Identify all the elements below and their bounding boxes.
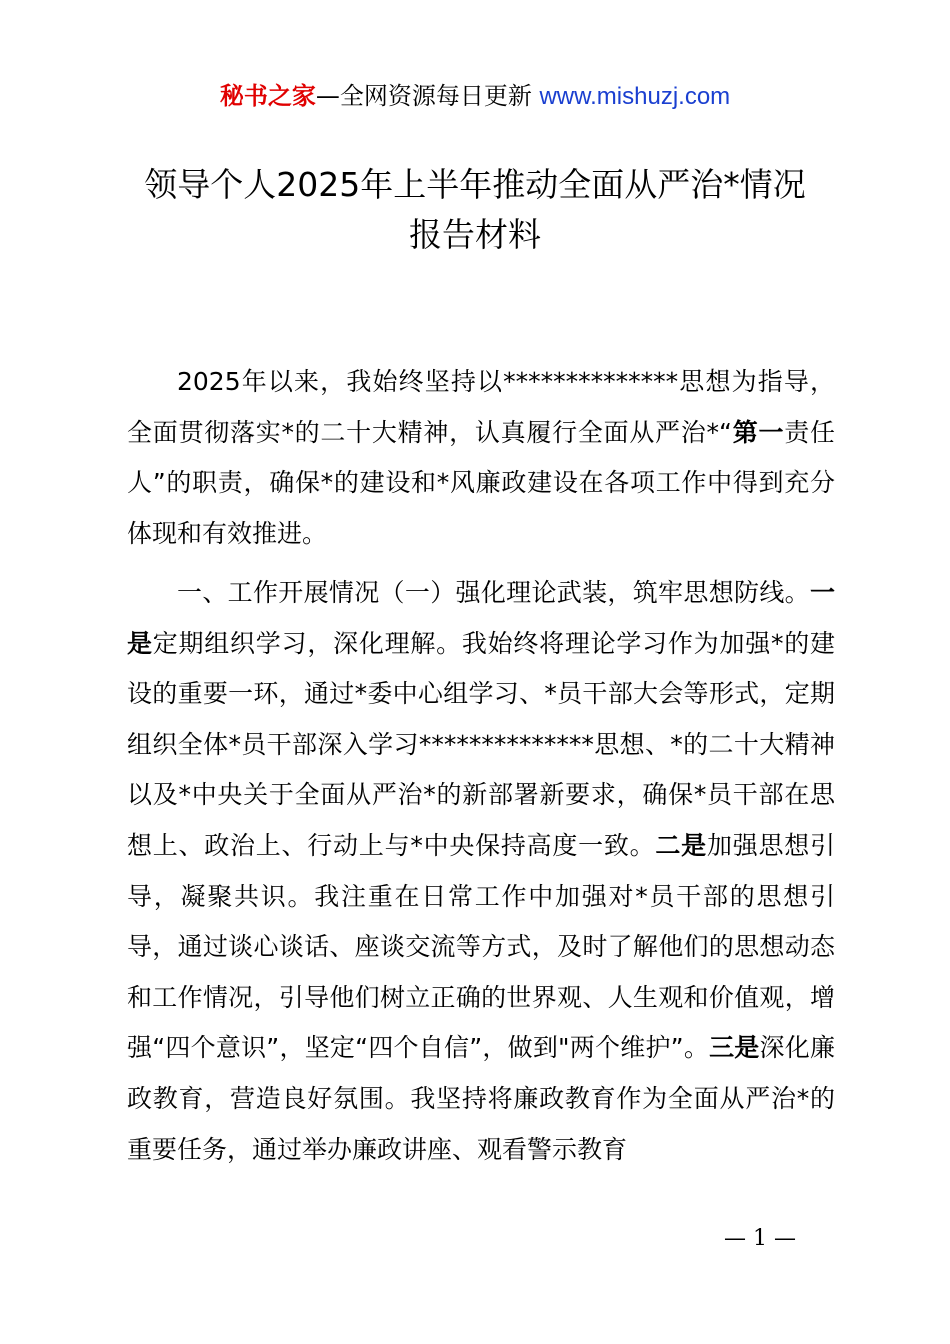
section1-heading: 一、工作开展情况（一）强化理论武装，筑牢思想防线。 xyxy=(177,578,810,607)
site-header xyxy=(0,80,950,113)
intro-bold: 第一 xyxy=(732,417,785,447)
intro-paragraph xyxy=(127,357,835,559)
point3-text: 深化廉政教育，营造良好氛围。我坚持将廉政教育作为全面从严治*的重要任务，通过举办廉政讲座、观看警示教育 xyxy=(127,1033,835,1164)
title-line-1: 领导个人2025年上半年推动全面从严治*情况 xyxy=(144,165,806,204)
document-title xyxy=(60,160,890,260)
site-name: 秘书之家 xyxy=(219,82,316,110)
title-line-2: 报告材料 xyxy=(409,215,541,254)
intro-text-after: 责任人”的职责，确保*的建设和*风廉政建设在各项工作中得到充分体现和有效推进。 xyxy=(127,417,835,548)
point2-text: 加强思想引导，凝聚共识。我注重在日常工作中加强对*员干部的思想引导，通过谈心谈话、座谈交流等方式，及时了解他们的思想动态和工作情况，引导他们树立正确的世界观、人生观和价值观，增强“四个意识”，坚定“四个自信”，做到"两个维护”。 xyxy=(127,830,835,1063)
page-number: — 1 — xyxy=(724,1226,796,1251)
point2-label: 二是 xyxy=(655,830,707,860)
point3-label: 三是 xyxy=(709,1033,760,1063)
site-tagline: —全网资源每日更新 xyxy=(315,82,540,110)
point1-text: 定期组织学习，深化理解。我始终将理论学习作为加强*的建设的重要一环，通过*委中心组学习、*员干部大会等形式，定期组织全体*员干部深入学习**************思想、*的二十大精神以及*中央关于全面从严治*的新部署新要求，确保*员干部在思想上、政治上、行动上与*中央保持高度一致。 xyxy=(127,628,835,860)
site-url-link[interactable]: www.mishuzj.com xyxy=(539,83,731,110)
section1-paragraph xyxy=(127,568,835,1175)
intro-text-before: 2025年以来，我始终坚持以**************思想为指导，全面贯彻落实*的二十大精神，认真履行全面从严治*“ xyxy=(127,367,835,447)
point1-label: 一是 xyxy=(127,578,835,658)
